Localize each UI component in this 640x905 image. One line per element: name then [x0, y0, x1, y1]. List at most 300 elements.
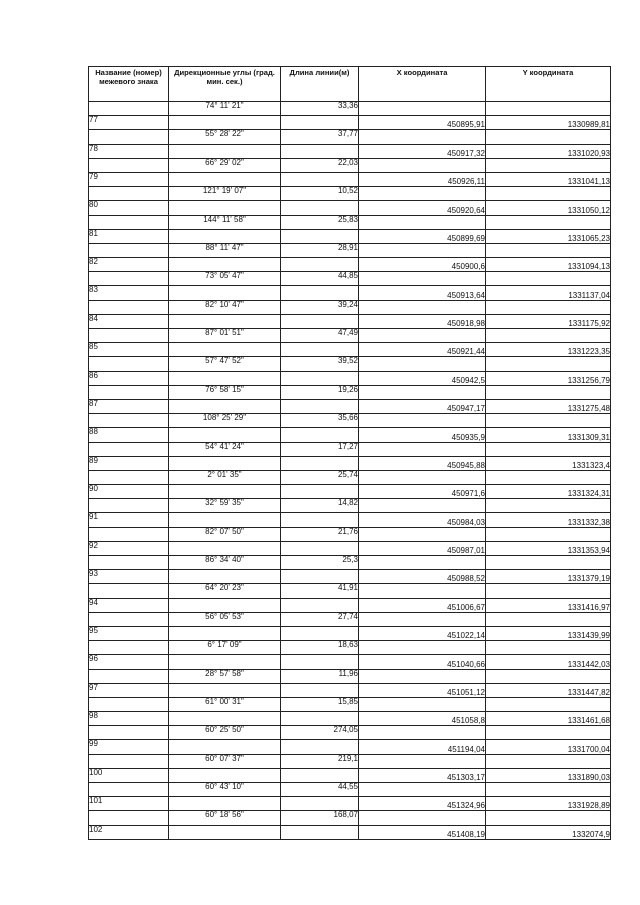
cell-y: 1331447,82	[486, 683, 611, 697]
cell-x: 450947,17	[359, 399, 486, 413]
table-row-segment	[89, 329, 611, 343]
cell-length: 39,52	[281, 357, 359, 371]
cell-x: 450942,5	[359, 371, 486, 385]
cell-y: 1331324,31	[486, 485, 611, 499]
cell-y	[486, 556, 611, 570]
table-row-point	[89, 712, 611, 726]
cell-angle: 74° 11' 21"	[169, 102, 281, 116]
cell-name	[89, 272, 169, 286]
cell-name: 85	[89, 343, 169, 357]
table-row-point	[89, 797, 611, 811]
cell-angle: 76° 58' 15"	[169, 385, 281, 399]
table-row-point	[89, 428, 611, 442]
cell-y	[486, 726, 611, 740]
cell-y	[486, 215, 611, 229]
cell-length	[281, 286, 359, 300]
cell-length	[281, 258, 359, 272]
cell-x: 450987,01	[359, 541, 486, 555]
table-row-segment	[89, 726, 611, 740]
cell-x: 451324,96	[359, 797, 486, 811]
cell-x	[359, 158, 486, 172]
cell-y: 1331353,94	[486, 541, 611, 555]
table-row-point	[89, 399, 611, 413]
cell-length: 28,91	[281, 243, 359, 257]
table-row-segment	[89, 442, 611, 456]
cell-y	[486, 584, 611, 598]
cell-length	[281, 172, 359, 186]
cell-angle: 144° 11' 58"	[169, 215, 281, 229]
table-row-segment	[89, 641, 611, 655]
cell-name: 77	[89, 116, 169, 130]
table-row-segment	[89, 697, 611, 711]
cell-name	[89, 414, 169, 428]
cell-angle	[169, 768, 281, 782]
cell-y: 1331309,31	[486, 428, 611, 442]
cell-name	[89, 754, 169, 768]
cell-y: 1331442,03	[486, 655, 611, 669]
cell-x	[359, 754, 486, 768]
cell-x	[359, 357, 486, 371]
cell-angle: 6° 17' 09"	[169, 641, 281, 655]
cell-angle: 86° 34' 40"	[169, 556, 281, 570]
cell-angle	[169, 797, 281, 811]
table-header-row	[89, 67, 611, 102]
cell-length: 25,3	[281, 556, 359, 570]
cell-length	[281, 314, 359, 328]
cell-length: 21,76	[281, 527, 359, 541]
table-row-point	[89, 740, 611, 754]
cell-x	[359, 215, 486, 229]
cell-y: 1331137,04	[486, 286, 611, 300]
cell-x	[359, 641, 486, 655]
cell-angle	[169, 428, 281, 442]
cell-name	[89, 584, 169, 598]
table-row-point	[89, 116, 611, 130]
table-row-segment	[89, 272, 611, 286]
table-row-segment	[89, 584, 611, 598]
cell-y	[486, 187, 611, 201]
cell-angle	[169, 343, 281, 357]
cell-length	[281, 485, 359, 499]
cell-angle	[169, 144, 281, 158]
cell-y	[486, 527, 611, 541]
cell-name: 90	[89, 485, 169, 499]
cell-angle	[169, 172, 281, 186]
table-row-point	[89, 768, 611, 782]
cell-name	[89, 783, 169, 797]
cell-x	[359, 527, 486, 541]
cell-name: 78	[89, 144, 169, 158]
table-row-point	[89, 825, 611, 839]
cell-name: 95	[89, 626, 169, 640]
cell-name	[89, 385, 169, 399]
cell-angle	[169, 399, 281, 413]
cell-x	[359, 187, 486, 201]
table-row-point	[89, 258, 611, 272]
cell-angle	[169, 116, 281, 130]
cell-x	[359, 272, 486, 286]
cell-name: 101	[89, 797, 169, 811]
table-row-point	[89, 541, 611, 555]
table-row-point	[89, 286, 611, 300]
cell-x: 450921,44	[359, 343, 486, 357]
cell-x: 450917,32	[359, 144, 486, 158]
cell-name	[89, 357, 169, 371]
cell-y	[486, 414, 611, 428]
cell-angle	[169, 314, 281, 328]
cell-length	[281, 343, 359, 357]
cell-length	[281, 541, 359, 555]
cell-length: 44,55	[281, 783, 359, 797]
cell-x: 451058,8	[359, 712, 486, 726]
cell-name: 100	[89, 768, 169, 782]
table-row-segment	[89, 385, 611, 399]
table-row-point	[89, 229, 611, 243]
cell-name: 102	[89, 825, 169, 839]
cell-y: 1331439,99	[486, 626, 611, 640]
cell-name	[89, 470, 169, 484]
cell-name: 84	[89, 314, 169, 328]
cell-x	[359, 243, 486, 257]
cell-y	[486, 357, 611, 371]
table-row-segment	[89, 612, 611, 626]
cell-x: 450984,03	[359, 513, 486, 527]
cell-y	[486, 442, 611, 456]
cell-x: 451051,12	[359, 683, 486, 697]
cell-x: 450926,11	[359, 172, 486, 186]
cell-angle	[169, 541, 281, 555]
cell-length: 35,66	[281, 414, 359, 428]
cell-name: 88	[89, 428, 169, 442]
cell-angle	[169, 825, 281, 839]
cell-name: 80	[89, 201, 169, 215]
cell-y: 1331416,97	[486, 598, 611, 612]
cell-name	[89, 726, 169, 740]
cell-name: 98	[89, 712, 169, 726]
cell-name	[89, 187, 169, 201]
cell-x	[359, 130, 486, 144]
cell-length	[281, 683, 359, 697]
cell-angle: 55° 28' 22"	[169, 130, 281, 144]
cell-angle: 54° 41' 24"	[169, 442, 281, 456]
cell-angle: 73° 05' 47"	[169, 272, 281, 286]
cell-length: 17,27	[281, 442, 359, 456]
table-row-segment	[89, 300, 611, 314]
table-row-point	[89, 172, 611, 186]
cell-length	[281, 740, 359, 754]
cell-angle: 88° 11' 47"	[169, 243, 281, 257]
cell-x	[359, 726, 486, 740]
cell-name	[89, 641, 169, 655]
cell-name: 81	[89, 229, 169, 243]
cell-x	[359, 300, 486, 314]
cell-x	[359, 669, 486, 683]
cell-x	[359, 102, 486, 116]
cell-y	[486, 470, 611, 484]
cell-length: 19,26	[281, 385, 359, 399]
cell-length: 168,07	[281, 811, 359, 825]
cell-length: 22,03	[281, 158, 359, 172]
cell-x	[359, 499, 486, 513]
cell-x: 451303,17	[359, 768, 486, 782]
table-row-segment	[89, 556, 611, 570]
cell-angle: 28° 57' 58"	[169, 669, 281, 683]
cell-y: 1331928,89	[486, 797, 611, 811]
cell-length: 27,74	[281, 612, 359, 626]
cell-angle: 82° 07' 50"	[169, 527, 281, 541]
cell-y: 1331041,13	[486, 172, 611, 186]
cell-angle	[169, 371, 281, 385]
cell-name: 93	[89, 570, 169, 584]
cell-angle	[169, 626, 281, 640]
cell-angle	[169, 485, 281, 499]
cell-name	[89, 612, 169, 626]
cell-x	[359, 783, 486, 797]
cell-x	[359, 556, 486, 570]
table-row-segment	[89, 754, 611, 768]
cell-angle: 121° 19' 07"	[169, 187, 281, 201]
table-row-segment	[89, 470, 611, 484]
header-name: Название (номер) межевого знака	[89, 67, 169, 102]
table-row-point	[89, 144, 611, 158]
cell-length	[281, 399, 359, 413]
cell-length: 25,83	[281, 215, 359, 229]
cell-y: 1331379,19	[486, 570, 611, 584]
table-row-segment	[89, 243, 611, 257]
cell-x	[359, 584, 486, 598]
cell-y: 1331175,92	[486, 314, 611, 328]
cell-length: 44,85	[281, 272, 359, 286]
table-row-segment	[89, 414, 611, 428]
cell-name	[89, 130, 169, 144]
table-row-segment	[89, 527, 611, 541]
cell-y: 1331094,13	[486, 258, 611, 272]
cell-y: 1331332,38	[486, 513, 611, 527]
cell-name	[89, 329, 169, 343]
cell-length: 18,63	[281, 641, 359, 655]
cell-length	[281, 768, 359, 782]
cell-y: 1332074,9	[486, 825, 611, 839]
cell-angle: 60° 18' 56"	[169, 811, 281, 825]
cell-name: 97	[89, 683, 169, 697]
table-row-point	[89, 343, 611, 357]
cell-angle: 82° 10' 47"	[169, 300, 281, 314]
header-y: Y координата	[486, 67, 611, 102]
cell-length	[281, 655, 359, 669]
cell-name	[89, 556, 169, 570]
cell-y	[486, 669, 611, 683]
cell-length	[281, 229, 359, 243]
cell-length: 47,49	[281, 329, 359, 343]
table-row-point	[89, 626, 611, 640]
cell-length	[281, 825, 359, 839]
table-body	[89, 102, 611, 840]
cell-x: 450920,64	[359, 201, 486, 215]
cell-length	[281, 712, 359, 726]
cell-x: 450899,69	[359, 229, 486, 243]
cell-x	[359, 385, 486, 399]
cell-y	[486, 102, 611, 116]
table-row-segment	[89, 783, 611, 797]
cell-length: 10,52	[281, 187, 359, 201]
cell-y	[486, 130, 611, 144]
table-row-point	[89, 485, 611, 499]
cell-x: 450895,91	[359, 116, 486, 130]
cell-length	[281, 626, 359, 640]
cell-y	[486, 499, 611, 513]
cell-name: 79	[89, 172, 169, 186]
cell-x	[359, 329, 486, 343]
table-row-point	[89, 456, 611, 470]
cell-x: 450918,98	[359, 314, 486, 328]
cell-x: 450913,64	[359, 286, 486, 300]
cell-angle: 60° 25' 50"	[169, 726, 281, 740]
cell-x	[359, 414, 486, 428]
table-row-point	[89, 371, 611, 385]
cell-length	[281, 570, 359, 584]
cell-name: 86	[89, 371, 169, 385]
cell-y: 1331020,93	[486, 144, 611, 158]
cell-y	[486, 272, 611, 286]
cell-y	[486, 385, 611, 399]
cell-y	[486, 697, 611, 711]
cell-angle: 56° 05' 53"	[169, 612, 281, 626]
cell-y	[486, 811, 611, 825]
table-row-segment	[89, 102, 611, 116]
cell-angle	[169, 513, 281, 527]
cell-angle: 60° 43' 10"	[169, 783, 281, 797]
table-row-point	[89, 570, 611, 584]
cell-y: 1331065,23	[486, 229, 611, 243]
table-row-segment	[89, 811, 611, 825]
cell-length	[281, 513, 359, 527]
cell-y	[486, 243, 611, 257]
cell-y: 1331890,03	[486, 768, 611, 782]
cell-name	[89, 102, 169, 116]
cell-x: 450945,88	[359, 456, 486, 470]
cell-length: 219,1	[281, 754, 359, 768]
cell-length: 25,74	[281, 470, 359, 484]
cell-name	[89, 811, 169, 825]
cell-name: 94	[89, 598, 169, 612]
cell-length	[281, 598, 359, 612]
cell-name	[89, 243, 169, 257]
cell-angle	[169, 712, 281, 726]
cell-y	[486, 158, 611, 172]
header-length: Длина линии(м)	[281, 67, 359, 102]
cell-angle	[169, 286, 281, 300]
cell-length	[281, 201, 359, 215]
cell-angle: 66° 29' 02"	[169, 158, 281, 172]
cell-x: 450988,52	[359, 570, 486, 584]
cell-angle: 60° 07' 37"	[169, 754, 281, 768]
table-row-segment	[89, 357, 611, 371]
cell-length: 274,05	[281, 726, 359, 740]
header-angle: Дирекционные углы (град. мин. сек.)	[169, 67, 281, 102]
cell-y: 1331275,48	[486, 399, 611, 413]
cell-name	[89, 499, 169, 513]
cell-angle	[169, 683, 281, 697]
coordinates-table	[88, 66, 611, 840]
cell-angle: 108° 25' 29"	[169, 414, 281, 428]
cell-angle	[169, 740, 281, 754]
cell-angle: 57° 47' 52"	[169, 357, 281, 371]
cell-name	[89, 669, 169, 683]
cell-y	[486, 641, 611, 655]
cell-y	[486, 754, 611, 768]
header-x: X координата	[359, 67, 486, 102]
table-row-point	[89, 314, 611, 328]
cell-y	[486, 612, 611, 626]
table-row-segment	[89, 669, 611, 683]
cell-length	[281, 428, 359, 442]
cell-angle	[169, 598, 281, 612]
cell-y: 1331323,4	[486, 456, 611, 470]
cell-x: 451194,04	[359, 740, 486, 754]
table-row-segment	[89, 187, 611, 201]
cell-name: 82	[89, 258, 169, 272]
cell-y: 1331461,68	[486, 712, 611, 726]
cell-x: 450900,6	[359, 258, 486, 272]
cell-angle	[169, 456, 281, 470]
cell-angle: 2° 01' 35"	[169, 470, 281, 484]
cell-name: 91	[89, 513, 169, 527]
cell-x	[359, 811, 486, 825]
cell-y	[486, 329, 611, 343]
cell-name: 96	[89, 655, 169, 669]
cell-name	[89, 215, 169, 229]
cell-length: 15,85	[281, 697, 359, 711]
cell-x: 451022,14	[359, 626, 486, 640]
cell-y: 1331256,79	[486, 371, 611, 385]
cell-name: 92	[89, 541, 169, 555]
cell-x: 451006,67	[359, 598, 486, 612]
table-row-segment	[89, 130, 611, 144]
cell-name	[89, 442, 169, 456]
table-row-point	[89, 683, 611, 697]
cell-x	[359, 612, 486, 626]
cell-name: 99	[89, 740, 169, 754]
cell-x: 451040,66	[359, 655, 486, 669]
cell-angle: 32° 59' 35"	[169, 499, 281, 513]
table-row-point	[89, 655, 611, 669]
cell-length	[281, 371, 359, 385]
cell-name	[89, 527, 169, 541]
cell-angle: 87° 01' 51"	[169, 329, 281, 343]
cell-angle	[169, 258, 281, 272]
cell-angle	[169, 570, 281, 584]
table-row-point	[89, 513, 611, 527]
cell-length: 39,24	[281, 300, 359, 314]
cell-length: 33,36	[281, 102, 359, 116]
cell-angle: 61° 00' 31"	[169, 697, 281, 711]
cell-length: 11,96	[281, 669, 359, 683]
cell-length: 14,82	[281, 499, 359, 513]
cell-y: 1331050,12	[486, 201, 611, 215]
cell-x: 450971,6	[359, 485, 486, 499]
cell-x	[359, 442, 486, 456]
cell-x	[359, 470, 486, 484]
cell-angle: 64° 20' 23"	[169, 584, 281, 598]
cell-name: 83	[89, 286, 169, 300]
cell-name	[89, 158, 169, 172]
table-row-segment	[89, 158, 611, 172]
cell-length: 41,91	[281, 584, 359, 598]
cell-name	[89, 697, 169, 711]
cell-angle	[169, 655, 281, 669]
cell-name: 87	[89, 399, 169, 413]
cell-x: 450935,9	[359, 428, 486, 442]
